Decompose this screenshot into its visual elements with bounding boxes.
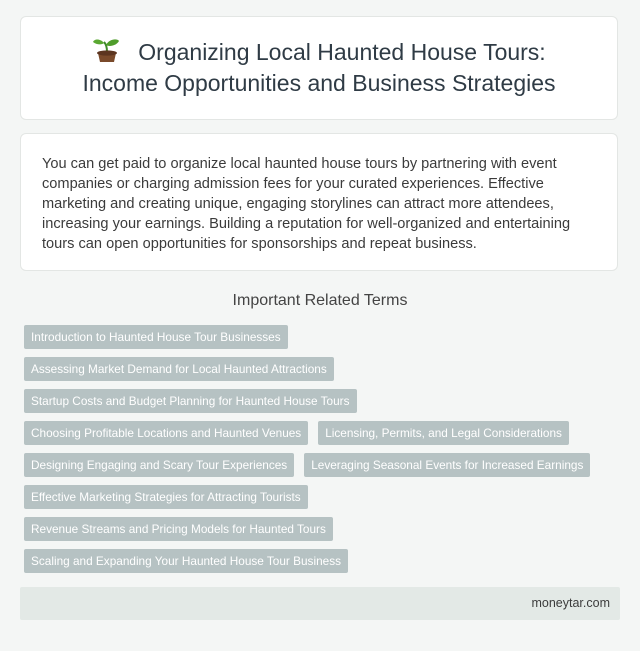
related-terms-heading: Important Related Terms bbox=[232, 292, 408, 309]
term-chip[interactable]: Introduction to Haunted House Tour Businesses bbox=[24, 325, 288, 349]
term-row bbox=[24, 357, 624, 381]
term-chip[interactable]: Scaling and Expanding Your Haunted House Tour Business bbox=[24, 549, 348, 573]
title-line-1: Organizing Local Haunted House Tours: bbox=[138, 39, 546, 65]
term-chip[interactable]: Revenue Streams and Pricing Models for Haunted Tours bbox=[24, 517, 333, 541]
title-line-2: Income Opportunities and Business Strategies bbox=[82, 70, 556, 96]
term-chip[interactable]: Licensing, Permits, and Legal Considerations bbox=[318, 421, 569, 445]
term-row bbox=[24, 549, 624, 573]
footer-credit[interactable]: moneytar.com bbox=[531, 596, 610, 610]
term-row bbox=[24, 517, 624, 541]
term-row bbox=[24, 485, 624, 509]
description-text: You can get paid to organize local haunted house tours by partnering with event companies or charging admission fees for your curated experiences. Effective marketing and creating unique, engaging storylines can attract more attendees, increasing your earnings. Building a reputation for well-organized and entertaining tours can open opportunities for sponsorships and repeat business. bbox=[42, 156, 571, 252]
term-row bbox=[24, 389, 624, 413]
page-title bbox=[82, 37, 555, 99]
sprout-icon bbox=[92, 37, 122, 63]
term-row bbox=[24, 453, 624, 477]
title-card bbox=[20, 16, 618, 120]
term-chip[interactable]: Assessing Market Demand for Local Haunted Attractions bbox=[24, 357, 334, 381]
term-chip[interactable]: Choosing Profitable Locations and Haunted Venues bbox=[24, 421, 308, 445]
term-chip[interactable]: Startup Costs and Budget Planning for Haunted House Tours bbox=[24, 389, 357, 413]
term-chip[interactable]: Leveraging Seasonal Events for Increased Earnings bbox=[304, 453, 590, 477]
related-terms-list bbox=[24, 325, 624, 581]
term-row bbox=[24, 421, 624, 445]
footer-bar bbox=[20, 587, 620, 620]
term-chip[interactable]: Designing Engaging and Scary Tour Experiences bbox=[24, 453, 294, 477]
term-row bbox=[24, 325, 624, 349]
description-card bbox=[20, 133, 618, 271]
term-chip[interactable]: Effective Marketing Strategies for Attracting Tourists bbox=[24, 485, 308, 509]
